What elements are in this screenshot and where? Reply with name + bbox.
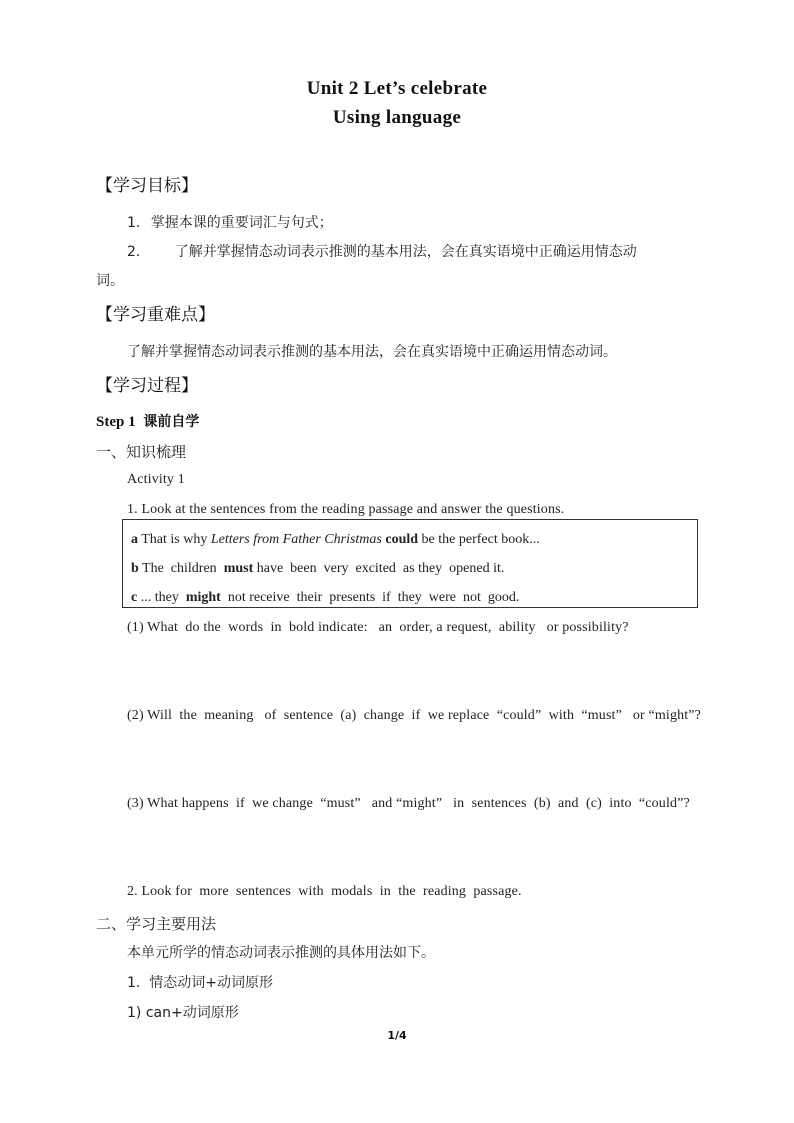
sentence-letter: c (131, 590, 138, 605)
sentence-letter: a (131, 532, 138, 547)
question-2: (2) Will the meaning of sentence (a) change if we replace “could” with “must” or “might”? (127, 708, 702, 723)
modal-word: might (185, 590, 221, 605)
modal-word: could (385, 532, 419, 547)
part2-sub1-1: 1) can+动词原形 (127, 1005, 239, 1021)
sentence-b (131, 561, 504, 577)
part2-sub1: 1. 情态动词+动词原形 (127, 975, 273, 991)
process-heading: 【学习过程】 (96, 376, 198, 396)
task-2: 2. Look for more sentences with modals in the reading passage. (127, 884, 522, 899)
sentence-text: have been very excited as they opened it. (253, 561, 505, 576)
objective-text: 了解并掌握情态动词表示推测的基本用法，会在真实语境中正确运用情态动 (174, 244, 637, 260)
objective-number: 2. (127, 244, 141, 260)
objective-item-2-wrap: 词。 (96, 273, 124, 289)
sentence-text: That is why (138, 532, 211, 547)
modal-word: must (223, 561, 254, 576)
objective-text: 掌握本课的重要词汇与句式； (150, 215, 333, 231)
sentence-text: The children (138, 561, 224, 576)
objective-item-2 (127, 241, 637, 261)
book-title: Letters from Father Christmas (210, 532, 382, 547)
sentence-a (131, 532, 540, 548)
document-title: Unit 2 Let’s celebrate (306, 78, 488, 99)
page-number: 1/4 (387, 1029, 407, 1042)
key-points-heading: 【学习重难点】 (96, 305, 215, 325)
part2-heading: 二、学习主要用法 (96, 915, 217, 933)
activity-label: Activity 1 (127, 472, 185, 487)
document-subtitle: Using language (332, 107, 462, 128)
part1-heading: 一、知识梳理 (96, 443, 187, 461)
sentence-text: not receive their presents if they were not good. (220, 590, 520, 605)
objective-number: 1. (127, 215, 141, 231)
sentence-letter: b (131, 561, 139, 576)
objective-item-1 (127, 212, 333, 232)
sentence-text: be the perfect book... (418, 532, 540, 547)
step1-heading (96, 411, 199, 431)
step-label: Step 1 (96, 414, 136, 430)
sentence-c (131, 590, 519, 606)
question-3: (3) What happens if we change “must” and “might” in sentences (b) and (c) into “could”? (127, 796, 690, 811)
example-sentences-box (122, 519, 698, 608)
part2-intro: 本单元所学的情态动词表示推测的具体用法如下。 (127, 945, 435, 961)
activity-instruction: 1. Look at the sentences from the reading passage and answer the questions. (127, 502, 565, 517)
key-points-text: 了解并掌握情态动词表示推测的基本用法，会在真实语境中正确运用情态动词。 (127, 344, 617, 360)
sentence-text: ... they (137, 590, 186, 605)
step-title: 课前自学 (143, 414, 200, 430)
question-1: (1) What do the words in bold indicate: an order, a request, ability or possibility? (127, 620, 629, 635)
objectives-heading: 【学习目标】 (96, 176, 198, 196)
